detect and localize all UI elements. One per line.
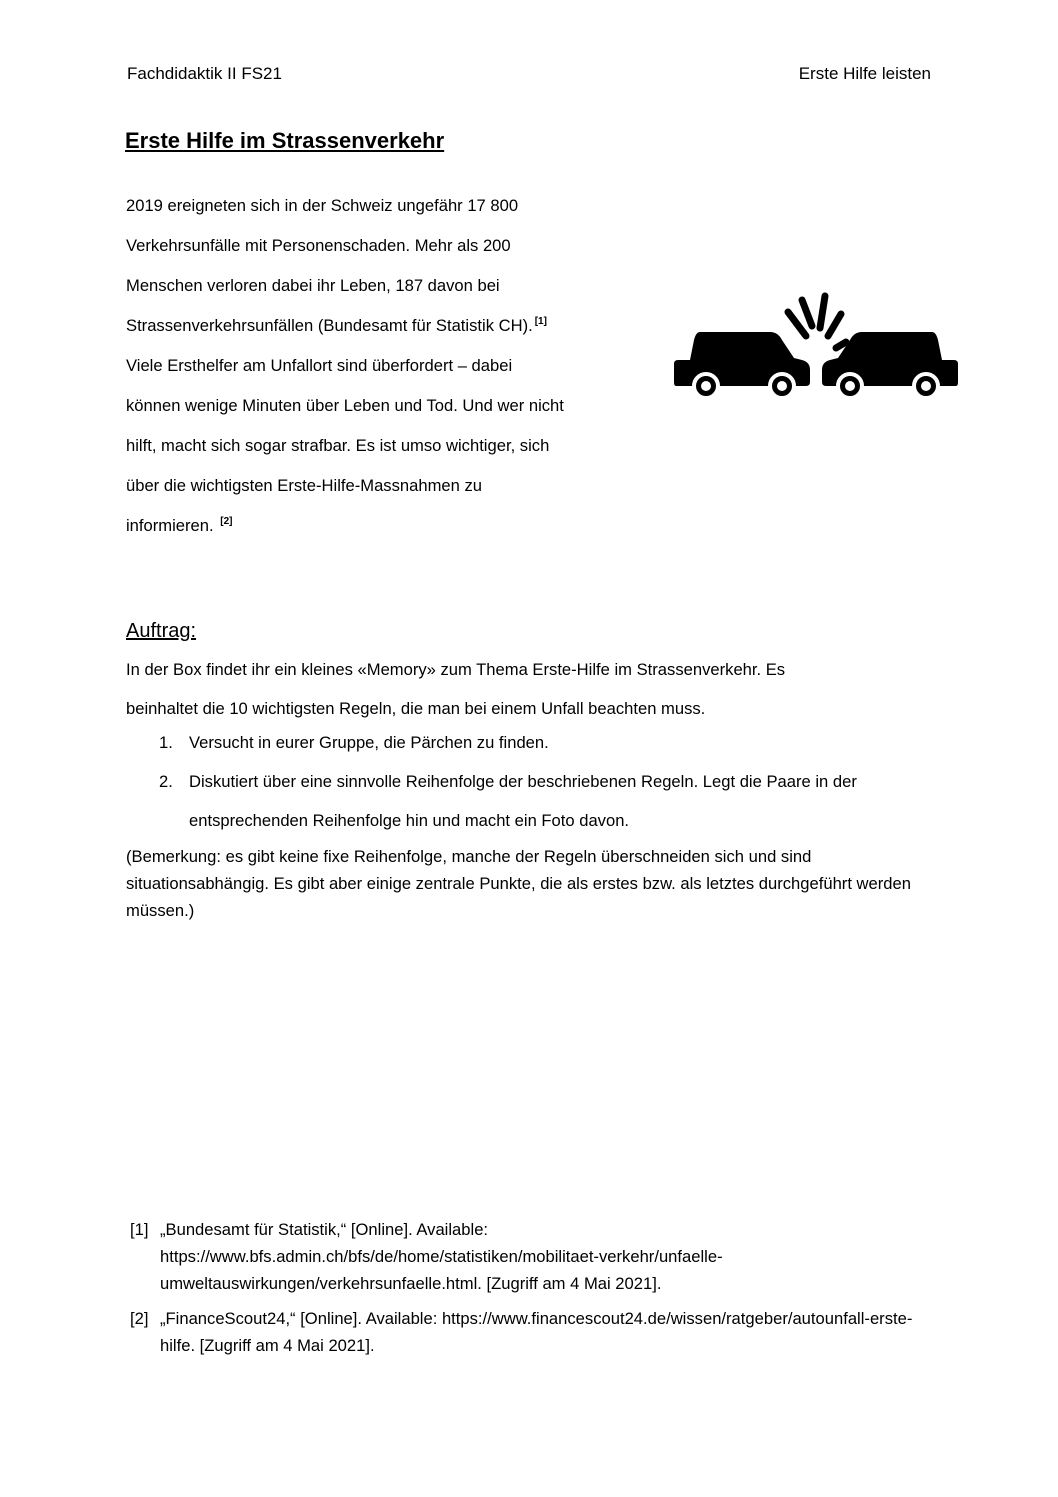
intro-line: Verkehrsunfälle mit Personenschaden. Mehr als 200 xyxy=(126,236,511,255)
intro-line: Viele Ersthelfer am Unfallort sind überfordert – dabei xyxy=(126,356,513,375)
remark-paragraph: (Bemerkung: es gibt keine fixe Reihenfolge, manche der Regeln überschneiden sich und sind situationsabhängig. Es gibt aber einige zentrale Punkte, die als erstes bzw. als letztes durchgeführt werden müssen.) xyxy=(126,847,911,920)
intro-line: über die wichtigsten Erste-Hilfe-Massnahmen zu xyxy=(126,476,482,495)
reference-marker-2[interactable]: [2] xyxy=(220,516,233,527)
intro-line xyxy=(126,506,666,546)
list-item xyxy=(126,762,946,840)
intro-line-text: Strassenverkehrsunfällen (Bundesamt für Statistik CH). xyxy=(126,316,533,335)
task-description xyxy=(126,650,946,728)
reference-label: [1] xyxy=(130,1220,149,1239)
reference-marker-1[interactable]: [1] xyxy=(534,316,547,327)
list-item-number: 2. xyxy=(159,772,173,791)
task-description-line: beinhaltet die 10 wichtigsten Regeln, die man bei einem Unfall beachten muss. xyxy=(126,699,706,718)
header-course: Fachdidaktik II FS21 xyxy=(127,64,282,83)
page-title: Erste Hilfe im Strassenverkehr xyxy=(125,128,445,153)
reference-entry xyxy=(130,1305,930,1359)
task-list xyxy=(126,723,946,840)
list-item-number: 1. xyxy=(159,733,173,752)
task-description-line: In der Box findet ihr ein kleines «Memory» zum Thema Erste-Hilfe im Strassenverkehr. Es xyxy=(126,660,786,679)
list-item xyxy=(126,723,946,762)
list-item-text: Diskutiert über eine sinnvolle Reihenfolge der beschriebenen Regeln. Legt die Paare in der entsprechenden Reihenfolge hin und macht ein Foto davon. xyxy=(189,772,857,830)
intro-line: hilft, macht sich sogar strafbar. Es ist umso wichtiger, sich xyxy=(126,436,550,455)
reference-entry xyxy=(130,1216,930,1297)
intro-paragraph xyxy=(126,186,666,546)
reference-text[interactable]: „Bundesamt für Statistik,“ [Online]. Available: https://www.bfs.admin.ch/bfs/de/home/statistiken/mobilitaet-verkehr/unfaelle-umweltauswirkungen/verkehrsunfaelle.html. [Zugriff am 4 Mai 2021]. xyxy=(160,1220,723,1293)
intro-line: Menschen verloren dabei ihr Leben, 187 davon bei xyxy=(126,276,500,295)
task-heading: Auftrag: xyxy=(126,620,197,642)
intro-line-text: informieren. xyxy=(126,516,214,535)
intro-line: 2019 ereigneten sich in der Schweiz ungefähr 17 800 xyxy=(126,196,519,215)
car-crash-icon xyxy=(670,290,962,405)
intro-line: können wenige Minuten über Leben und Tod. Und wer nicht xyxy=(126,396,564,415)
header-topic: Erste Hilfe leisten xyxy=(798,64,931,83)
reference-text[interactable]: „FinanceScout24,“ [Online]. Available: https://www.financescout24.de/wissen/ratgeber/autounfall-erste-hilfe. [Zugriff am 4 Mai 2021]. xyxy=(160,1309,913,1355)
reference-label: [2] xyxy=(130,1309,149,1328)
intro-line xyxy=(126,306,666,346)
list-item-text: Versucht in eurer Gruppe, die Pärchen zu finden. xyxy=(189,733,549,752)
references xyxy=(130,1216,930,1367)
